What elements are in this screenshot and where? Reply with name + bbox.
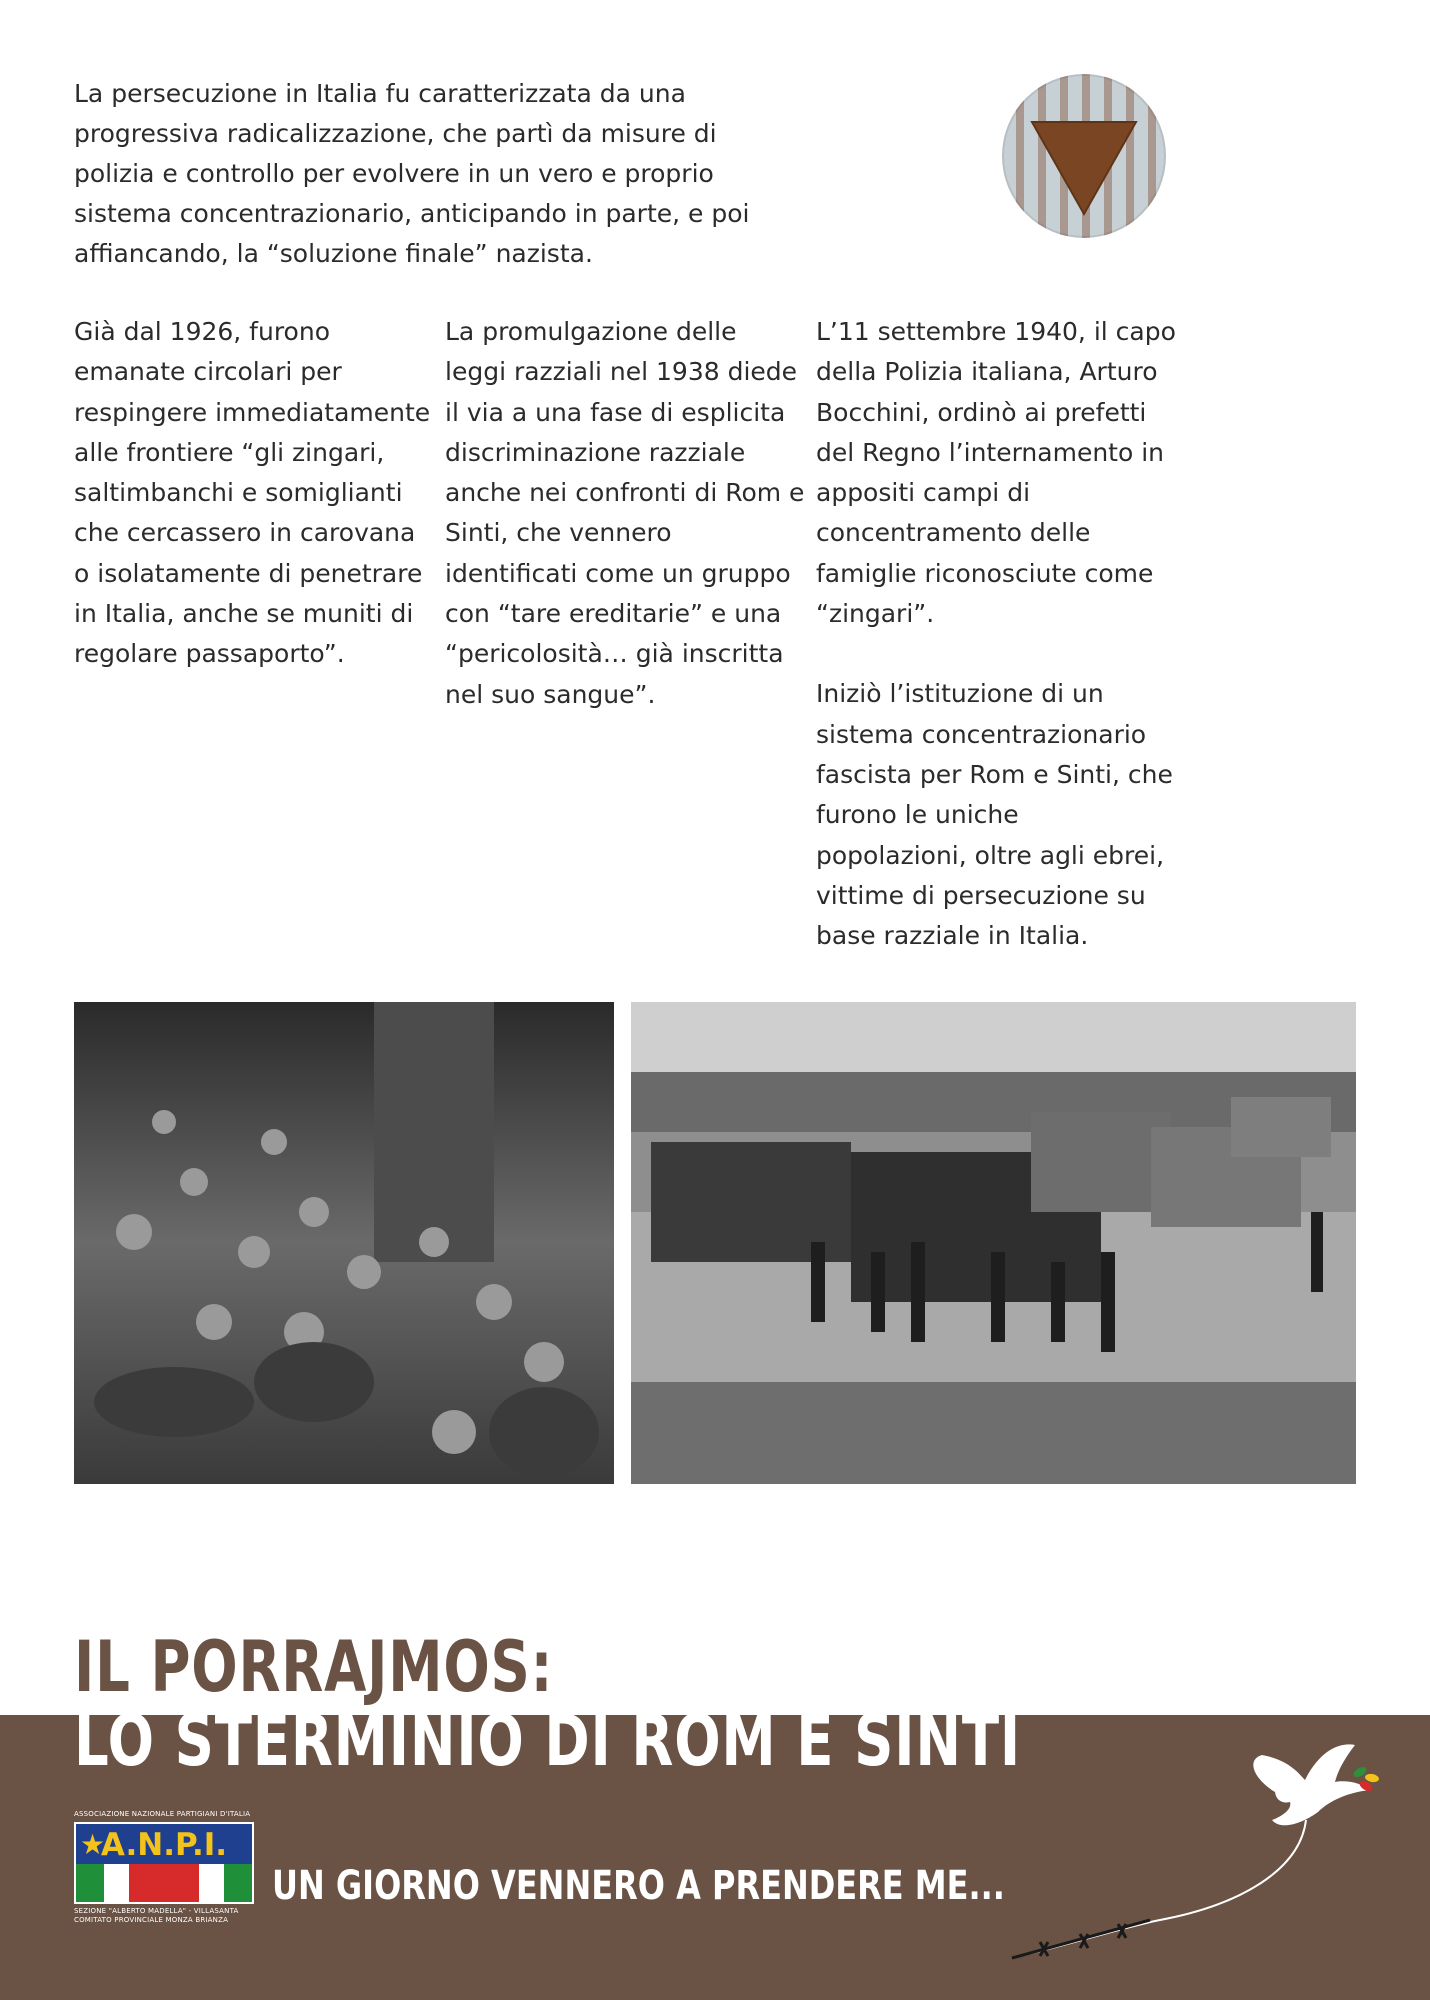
- footer-subtitle: UN GIORNO VENNERO A PRENDERE ME...: [272, 1863, 1005, 1909]
- photo-internees-crowd: [74, 1002, 614, 1484]
- page-title-line-2: LO STERMINIO DI ROM E SINTI: [74, 1700, 1021, 1782]
- text-column-3: [816, 312, 1176, 996]
- column-2-paragraph-1: La promulgazione delle leggi razziali nel 1938 diede il via a una fase di esplicita discriminazione razziale anche nei confronti di Rom e Sinti, che vennero identificati come un gruppo con “tare ereditarie” e una “pericolosità… già inscritta nel suo sangue”.: [445, 317, 805, 709]
- anpi-logo-bottom-line-2: COMITATO PROVINCIALE MONZA BRIANZA: [74, 1916, 229, 1924]
- column-1-paragraph-1: Già dal 1926, furono emanate circolari per respingere immediatamente alle frontiere “gli zingari, saltimbanchi e somiglianti che cercassero in carovana o isolatamente di penetrare in Italia, anche se muniti di regolare passaporto”.: [74, 317, 431, 669]
- anpi-flag-stripes: [76, 1864, 252, 1902]
- anpi-logo: [74, 1810, 254, 1925]
- text-column-2: [445, 312, 805, 755]
- anpi-logo-mark: [74, 1822, 254, 1904]
- dove-icon: [1000, 1720, 1400, 1960]
- text-column-1: [74, 312, 434, 715]
- brown-triangle-badge-icon: [1002, 74, 1166, 238]
- page-title-line-1: IL PORRAJMOS:: [74, 1626, 554, 1708]
- column-3-paragraph-2: Iniziò l’istituzione di un sistema concentrazionario fascista per Rom e Sinti, che furono le uniche popolazioni, oltre agli ebrei, vittime di persecuzione su base razziale in Italia.: [816, 679, 1173, 951]
- anpi-star-icon: ★: [80, 1828, 106, 1861]
- intro-paragraph: La persecuzione in Italia fu caratterizzata da una progressiva radicalizzazione, che partì da misure di polizia e controllo per evolvere in un vero e proprio sistema concentrazionario, anticipando in parte, e poi affiancando, la “soluzione finale” nazista.: [74, 79, 750, 268]
- anpi-logo-top-text: ASSOCIAZIONE NAZIONALE PARTIGIANI D'ITALIA: [74, 1810, 251, 1818]
- column-3-paragraph-1: L’11 settembre 1940, il capo della Polizia italiana, Arturo Bocchini, ordinò ai prefetti del Regno l’internamento in appositi campi di concentramento delle famiglie riconosciute come “zingari”.: [816, 317, 1176, 629]
- photo-caravan-camp: [631, 1002, 1356, 1484]
- anpi-logo-bottom-line-1: SEZIONE "ALBERTO MADELLA" - VILLASANTA: [74, 1907, 239, 1915]
- anpi-logo-name: A.N.P.I.: [100, 1827, 228, 1863]
- barbed-wire-icon: [1012, 1920, 1150, 1958]
